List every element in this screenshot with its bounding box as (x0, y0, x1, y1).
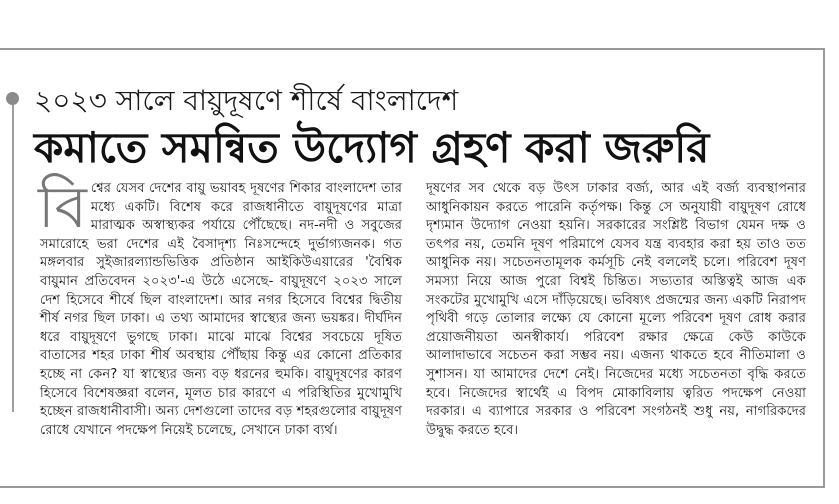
vertical-rule (12, 96, 14, 412)
article-column-2 (426, 180, 806, 440)
article-headline: কমাতে সমন্বিত উদ্যোগ গ্রহণ করা জরুরি (34, 123, 710, 172)
article-kicker: ২০২৩ সালে বায়ুদূষণে শীর্ষে বাংলাদেশ (34, 84, 459, 117)
column-2-paragraph: দূষণের সব থেকে বড় উৎস ঢাকার বর্জ্য, আর এই বর্জ্য ব্যবস্থাপনার আধুনিকায়ন করতে পারেনি কর্তৃপক্ষ। কিন্তু সে অনুযায়ী বায়ুদূষণ রোধে দৃশ্যমান উদ্যোগ নেওয়া হয়নি। সরকারের সংশ্লিষ্ট বিভাগ যেমন দক্ষ ও তৎপর নয়, তেমনি দূষণ পরিমাপে যেসব যন্ত্র ব্যবহার করা হয় তাও তত আধুনিক নয়। সচেতনতামূলক কর্মসূচি নেই বললেই চলে। পরিবেশ দূষণ সমস্যা নিয়ে আজ পুরো বিশ্বই চিন্তিত। সভ্যতার অস্তিত্বই আজ এক সংকটের মুখোমুখি এসে দাঁড়িয়েছে। ভবিষ্যৎ প্রজন্মের জন্য একটি নিরাপদ পৃথিবী গড়ে তোলার লক্ষ্যে যে কোনো মূল্যে পরিবেশ দূষণ রোধ করার প্রয়োজনীয়তা অনস্বীকার্য। পরিবেশ রক্ষার ক্ষেত্রে কেউ কাউকে আলাদাভাবে সচেতন করা সম্ভব নয়। এজন্য থাকতে হবে নীতিমালা ও সুশাসন। যা আমাদের দেশে নেই। নিজেদের মধ্যে সচেতনতা বৃদ্ধি করতে হবে। নিজেদের স্বার্থেই এ বিপদ মোকাবিলায় ত্বরিত পদক্ষেপ নেওয়া দরকার। এ ব্যাপারে সরকার ও পরিবেশ সংগঠনই শুধু নয়, নাগরিকদের উদ্বুদ্ধ করতে হবে। (426, 181, 806, 438)
drop-cap: বি (38, 173, 87, 241)
column-1-paragraph (38, 173, 402, 440)
bullet-dot-icon (6, 92, 19, 105)
article-column-1 (38, 173, 402, 440)
column-1-text: শ্বের যেসব দেশের বায়ু ভয়াবহ দূষণের শিকার বাংলাদেশ তার মধ্যে একটি। বিশেষ করে রাজধানীতে বায়ুদূষণের মাত্রা মারাত্মক অস্বাস্থ্যকর পর্যায়ে পৌঁছেছে। নদ-নদী ও সবুজের সমারোহে ভরা দেশের এই বৈসাদৃশ্য নিঃসন্দেহে দুর্ভাগ্যজনক। গত মঙ্গলবার সুইজারল্যান্ডভিত্তিক প্রতিষ্ঠান আইকিউএয়ারের 'বৈশ্বিক বায়ুমান প্রতিবেদন ২০২৩'-এ উঠে এসেছে- বায়ুদূষণে ২০২৩ সালে দেশ হিসেবে শীর্ষে ছিল বাংলাদেশ। আর নগর হিসেবে বিশ্বের দ্বিতীয় শীর্ষ নগর ছিল ঢাকা। এ তথ্য আমাদের স্বাস্থ্যের জন্য ভয়ঙ্কর। দীর্ঘদিন ধরে বায়ুদূষণে ভুগছে ঢাকা। মাঝে মাঝে বিশ্বের সবচেয়ে দূষিত বাতাসের শহর ঢাকা শীর্ষ অবস্থায় পৌঁছায় কিন্তু এর কোনো প্রতিকার হচ্ছে না কেন? যা স্বাস্থ্যের জন্য বড় ধরনের হুমকি। বায়ুদূষণের কারণ হিসেবে বিশেষজ্ঞরা বলেন, মূলত চার কারণে এ পরিস্থিতির মুখোমুখি হচ্ছেন রাজধানীবাসী। অন্য দেশগুলো তাদের বড় শহরগুলোর বায়ুদূষণ রোধে যেখানে পদক্ষেপ নিয়েই চলেছে, সেখানে ঢাকা ব্যর্থ। (40, 181, 402, 438)
